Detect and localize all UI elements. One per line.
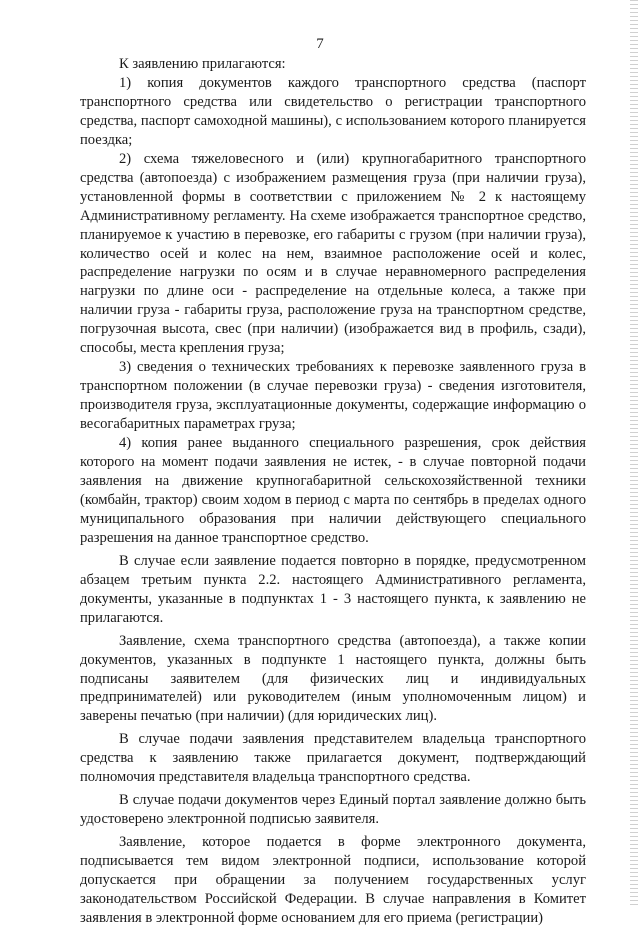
paragraph-unified-portal: В случае подачи документов через Единый портал заявление должно быть удостоверено электронной подписью заявителя. [80,792,586,828]
scan-edge-mark [630,0,638,905]
paragraph-attachments-intro: К заявлению прилагаются: [119,56,286,72]
document-body [80,55,586,928]
paragraph-item-4: 4) копия ранее выданного специального разрешения, срок действия которого на момент подачи заявления не истек, - в случае повторной подачи заявления на движение крупногабаритной сельскохозяйственной техники (комбайн, трактор) своим ходом в период с марта по сентябрь в пределах одного муниципального образования при наличии действующего специального разрешения на данное транспортное средство. [80,435,586,546]
paragraph-item-3: 3) сведения о технических требованиях к перевозке заявленного груза в транспортном положении (в случае перевозки груза) - сведения изготовителя, производителя груза, эксплуатационные документы, содержащие информацию о весогабаритных параметрах груза; [80,359,586,433]
paragraph-item-2: 2) схема тяжеловесного и (или) крупногабаритного транспортного средства (автопоезда) с изображением размещения груза (при наличии груза), установленной формы в соответствии с приложением № 2 к настоящему Административному регламенту. На схеме изображается транспортное средство, планируемое к участию в перевозке, его габариты с грузом (при наличии груза), количество осей и колес на нем, взаимное расположение осей и колес, распределение нагрузки по осям и в случае неравномерного распределения нагрузки по длине оси - распределение на отдельные колеса, а также при наличии груза - габариты груза, расположение груза на транспортном средстве, погрузочная высота, свес (при наличии) (изображается вид в профиль, сзади), способы, места крепления груза; [80,150,586,357]
paragraph-item-1: 1) копия документов каждого транспортного средства (паспорт транспортного средства или свидетельство о регистрации транспортного средства, паспорт самоходной машины), с использованием которого планируется поездка; [80,74,586,148]
page-number: 7 [316,36,324,52]
paragraph-signatures: Заявление, схема транспортного средства (автопоезда), а также копии документов, указанных в подпункте 1 настоящего пункта, должны быть подписаны заявителем (для физических лиц и индивидуальных предпринимателей) или руководителем (иным уполномоченным лицом) и заверены печатью (при наличии) (для юридических лиц). [80,632,586,725]
paragraph-representative: В случае подачи заявления представителем владельца транспортного средства к заявлению также прилагается документ, подтверждающий полномочия представителя владельца транспортного средства. [80,731,586,786]
paragraph-repeat-application: В случае если заявление подается повторно в порядке, предусмотренном абзацем третьим пункта 2.2. настоящего Административного регламента, документы, указанные в подпунктах 1 - 3 настоящего пункта, к заявлению не прилагаются. [80,552,586,626]
paragraph-electronic-document: Заявление, которое подается в форме электронного документа, подписывается тем видом электронной подписи, использование которой допускается при обращении за получением государственных услуг законодательством Российской Федерации. В случае направления в Комитет заявления в электронной форме основанием для его приема (регистрации) [80,834,586,926]
